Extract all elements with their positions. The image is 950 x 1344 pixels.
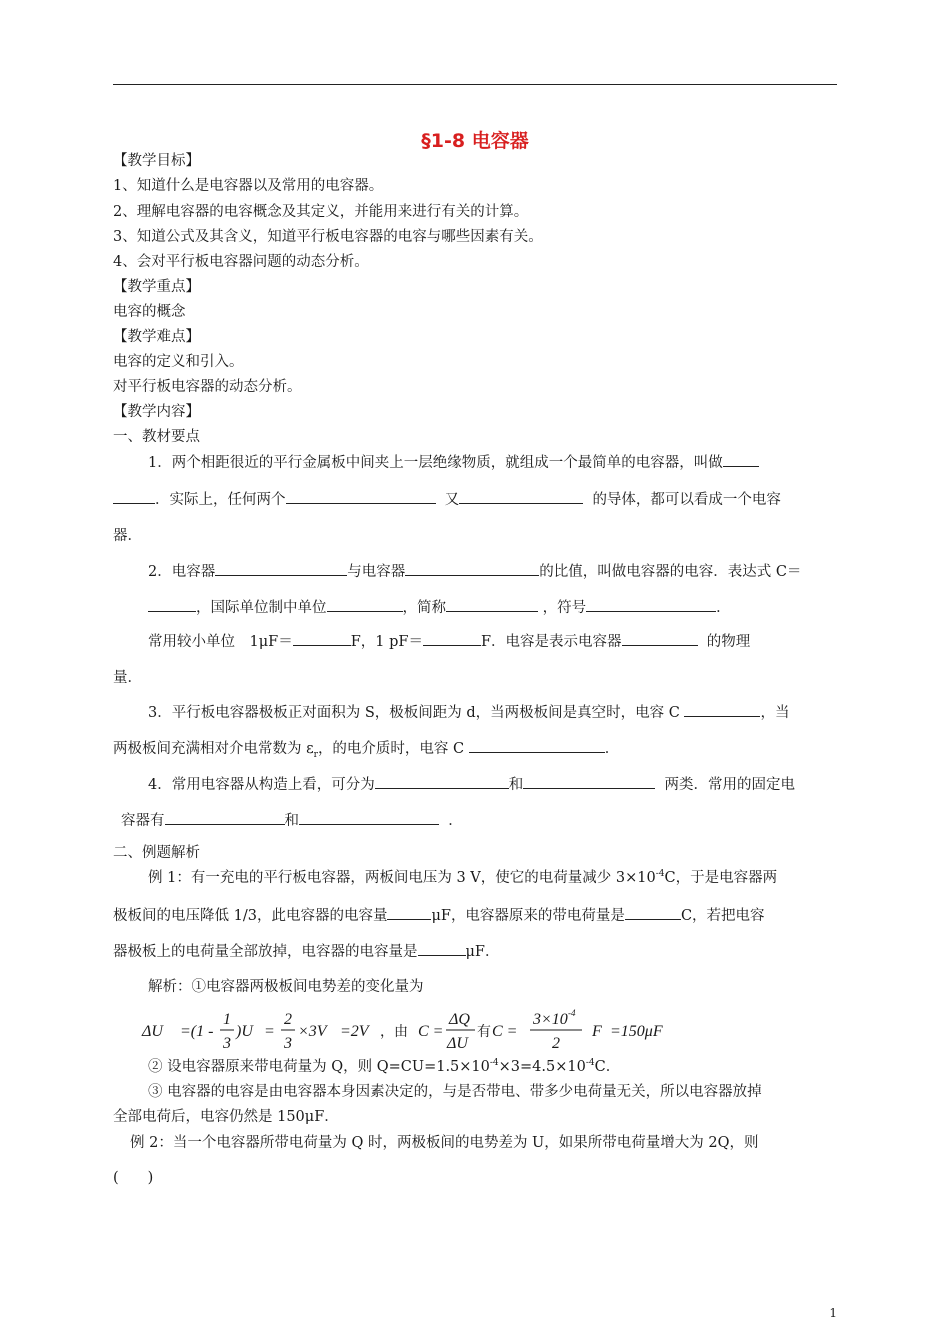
blank[interactable] <box>446 597 538 612</box>
blank[interactable] <box>286 489 436 504</box>
example2-line1: 例 2：当一个电容器所带电荷量为 Q 时，两极板间的电势差为 U，如果所带电荷量增大为 2Q，则 <box>130 1135 759 1151</box>
blank[interactable] <box>469 738 605 753</box>
key-header: 【教学重点】 <box>113 279 200 295</box>
item4-line2: 容器有 和 ． <box>121 810 463 831</box>
example1-line3: 器极板上的电荷量全部放掉，电容器的电容量是 μF． <box>113 941 499 962</box>
formula-f1-num: 1 <box>223 1011 231 1028</box>
goals-header: 【教学目标】 <box>113 153 200 169</box>
formula-result: =150μF <box>610 1023 663 1040</box>
page-number: 1 <box>829 1306 837 1320</box>
solution-line4: 全部电荷后，电容仍然是 150μF． <box>113 1109 339 1125</box>
formula-c-eq2: C = <box>492 1023 518 1040</box>
item1-line2: ．实际上，任何两个 又 的导体，都可以看成一个电容 <box>113 489 781 510</box>
solution-line2: ② 设电容器原来带电荷量为 Q，则 $Q=CU=1.5\times 10^{-4}\times 3=4.5\times 10^{-4}C$． <box>148 1058 621 1075</box>
difficult-header: 【教学难点】 <box>113 329 200 345</box>
formula-f4-exp: -4 <box>568 1008 576 1018</box>
formula-f3-den: ΔU <box>447 1035 468 1052</box>
item2-line4: 量． <box>113 670 142 686</box>
item3-line2: 两极板间充满相对介电常数为 $\varepsilon_r$，的电介质时，电容 C ． <box>113 738 619 765</box>
formula-you: 有 <box>477 1025 491 1040</box>
key-point: 电容的概念 <box>113 304 186 320</box>
formula-f3-num: ΔQ <box>449 1011 470 1028</box>
blank[interactable] <box>723 452 759 467</box>
goal-2: 2、理解电容器的电容概念及其定义，并能用来进行有关的计算。 <box>113 204 529 220</box>
part1-header: 一、教材要点 <box>113 429 200 445</box>
item1-line3: 器． <box>113 528 142 544</box>
goal-3: 3、知道公式及其含义，知道平行板电容器的电容与哪些因素有关。 <box>113 229 543 245</box>
blank[interactable] <box>299 810 439 825</box>
blank[interactable] <box>387 905 431 920</box>
formula-eq2: = <box>264 1023 275 1040</box>
blank[interactable] <box>523 774 655 789</box>
solution-line1: 解析：①电容器两极板间电势差的变化量为 <box>148 979 424 995</box>
item1-line1: 1．两个相距很近的平行金属板中间夹上一层绝缘物质，就组成一个最简单的电容器，叫做 <box>148 452 759 473</box>
blank[interactable] <box>622 631 698 646</box>
blank[interactable] <box>684 702 760 717</box>
blank[interactable] <box>423 631 481 646</box>
example1-line1: 例 1：有一充电的平行板电容器，两板间电压为 3 V，使它的电荷量减少 $3\times 10^{-4}C$，于是电容器两 <box>148 869 778 886</box>
formula-eq-2v: =2V <box>340 1023 369 1040</box>
goal-1: 1、知道什么是电容器以及常用的电容器。 <box>113 178 384 194</box>
blank[interactable] <box>327 597 403 612</box>
blank[interactable] <box>113 489 155 504</box>
formula-eq1: =(1 - <box>180 1023 214 1040</box>
item2-line1: 2．电容器 与电容器 的比值，叫做电容器的电容．表达式 C＝ <box>148 561 801 582</box>
formula-after-f1: )U <box>236 1023 253 1040</box>
item2-line3: 常用较小单位 1μF＝ F，1 pF＝ F．电容是表示电容器 的物理 <box>148 631 750 652</box>
formula-f4-num: 3×10 <box>533 1011 568 1028</box>
blank[interactable] <box>459 489 583 504</box>
part2-header: 二、例题解析 <box>113 845 200 861</box>
blank[interactable] <box>625 905 681 920</box>
blank[interactable] <box>405 561 539 576</box>
blank[interactable] <box>165 810 285 825</box>
blank[interactable] <box>418 941 466 956</box>
formula-f2-den: 3 <box>284 1035 292 1052</box>
blank[interactable] <box>375 774 509 789</box>
formula-comma-you: ，由 <box>380 1025 408 1040</box>
difficult-2: 对平行板电容器的动态分析。 <box>113 379 302 395</box>
formula-c-eq: C = <box>418 1023 444 1040</box>
content-header: 【教学内容】 <box>113 404 200 420</box>
goal-4: 4、会对平行板电容器问题的动态分析。 <box>113 254 369 270</box>
blank[interactable] <box>293 631 351 646</box>
formula-f1-den: 3 <box>223 1035 231 1052</box>
blank[interactable] <box>215 561 347 576</box>
blank[interactable] <box>586 597 716 612</box>
capacitance-formula <box>140 1008 700 1052</box>
formula-f2-num: 2 <box>284 1011 292 1028</box>
formula-times-3v: ×3V <box>298 1023 327 1040</box>
page-title: §1-8 电容器 <box>421 130 529 152</box>
solution-line3: ③ 电容器的电容是由电容器本身因素决定的，与是否带电、带多少电荷量无关，所以电容器放掉 <box>148 1084 762 1100</box>
item4-line1: 4．常用电容器从构造上看，可分为 和 两类．常用的固定电 <box>148 774 795 795</box>
item2-line2: ，国际单位制中单位 ，简称 ，符号 ． <box>148 597 731 618</box>
formula-f4-den: 2 <box>552 1035 560 1052</box>
blank[interactable] <box>148 597 196 612</box>
formula-delta-u: ΔU <box>142 1023 163 1040</box>
example1-line2: 极板间的电压降低 1/3，此电容器的电容量 μF，电容器原来的带电荷量是 C，若把电容 <box>113 905 765 926</box>
header-rule <box>113 84 837 85</box>
item3-line1: 3．平行板电容器极板正对面积为 S，极板间距为 d，当两极板间是真空时，电容 C ，当 <box>148 702 789 723</box>
difficult-1: 电容的定义和引入。 <box>113 354 244 370</box>
example2-line2: ( ) <box>113 1170 154 1186</box>
formula-unit-f: F <box>592 1023 602 1040</box>
